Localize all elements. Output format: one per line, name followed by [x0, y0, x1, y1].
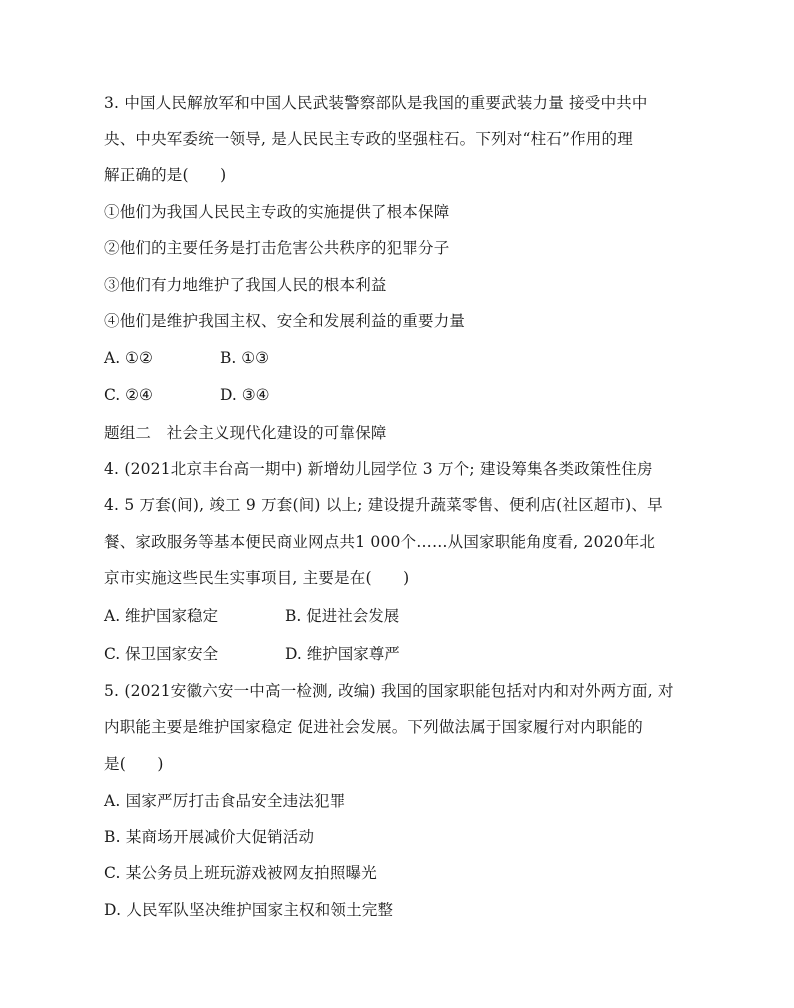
q4-option-a: A. 维护国家稳定 [104, 607, 219, 625]
q3-stem-line-1: 3. 中国人民解放军和中国人民武装警察部队是我国的重要武装力量 接受中共中 [104, 94, 648, 112]
q5-stem-line-2: 内职能主要是维护国家稳定 促进社会发展。下列做法属于国家履行对内职能的 [104, 718, 643, 736]
q4-option-d: D. 维护国家尊严 [285, 645, 400, 663]
q3-option-d: D. ③④ [220, 386, 270, 404]
q4-stem-line-3: 餐、家政服务等基本便民商业网点共1 000个……从国家职能角度看, 2020年北 [104, 533, 656, 551]
q3-option-c: C. ②④ [104, 386, 153, 404]
q3-stem-line-2: 央、中央军委统一领导, 是人民民主专政的坚强柱石。下列对“柱石”作用的理 [104, 130, 633, 148]
q4-option-c: C. 保卫国家安全 [104, 645, 219, 663]
q5-stem-line-3: 是( ) [104, 755, 164, 773]
q4-stem-line-2: 4. 5 万套(间), 竣工 9 万套(间) 以上; 建设提升蔬菜零售、便利店(社区超市)、早 [104, 496, 663, 514]
q5-option-b: B. 某商场开展减价大促销活动 [104, 828, 315, 846]
q4-options-row-2 [104, 644, 400, 664]
q3-options-row-1 [104, 348, 270, 368]
q5-option-c: C. 某公务员上班玩游戏被网友拍照曝光 [104, 864, 377, 882]
q3-option-a: A. ①② [104, 349, 153, 367]
q4-stem-line-1: 4. (2021北京丰台高一期中) 新增幼儿园学位 3 万个; 建设筹集各类政策性住房 [104, 460, 653, 478]
q5-stem-line-1: 5. (2021安徽六安一中高一检测, 改编) 我国的国家职能包括对内和对外两方面, 对 [104, 682, 674, 700]
q5-option-a: A. 国家严厉打击食品安全违法犯罪 [104, 792, 346, 810]
q4-stem-line-4: 京市实施这些民生实事项目, 主要是在( ) [104, 569, 410, 587]
q5-option-d: D. 人民军队坚决维护国家主权和领土完整 [104, 901, 394, 919]
q3-statement-4: ④他们是维护我国主权、安全和发展利益的重要力量 [104, 312, 466, 330]
q3-statement-3: ③他们有力地维护了我国人民的根本利益 [104, 276, 387, 294]
q3-option-b: B. ①③ [220, 349, 270, 367]
q3-options-row-2 [104, 385, 270, 405]
q4-options-row-1 [104, 606, 400, 626]
q3-statement-1: ①他们为我国人民民主专政的实施提供了根本保障 [104, 203, 450, 221]
q3-stem-line-3: 解正确的是( ) [104, 166, 227, 184]
group2-heading: 题组二 社会主义现代化建设的可靠保障 [104, 424, 387, 442]
q4-option-b: B. 促进社会发展 [285, 607, 400, 625]
q3-statement-2: ②他们的主要任务是打击危害公共秩序的犯罪分子 [104, 239, 450, 257]
